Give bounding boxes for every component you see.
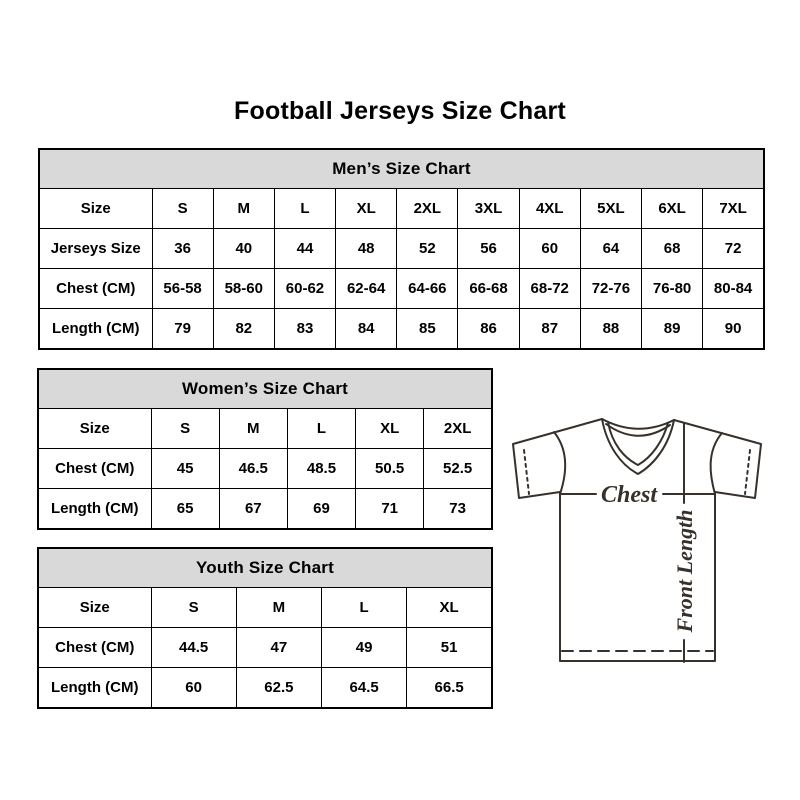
value-cell: 49 bbox=[322, 628, 407, 668]
row-label-cell: Size bbox=[38, 588, 151, 628]
row-label-cell: Jerseys Size bbox=[39, 229, 152, 269]
row-label-cell: Chest (CM) bbox=[38, 628, 151, 668]
value-cell: 64-66 bbox=[397, 269, 458, 309]
value-cell: 5XL bbox=[580, 189, 641, 229]
value-cell: S bbox=[152, 189, 213, 229]
value-cell: XL bbox=[336, 189, 397, 229]
table-row bbox=[38, 588, 492, 628]
jersey-outline-icon bbox=[513, 419, 761, 661]
table-title-row bbox=[38, 369, 492, 409]
value-cell: 60-62 bbox=[274, 269, 335, 309]
value-cell: 80-84 bbox=[703, 269, 764, 309]
value-cell: 64 bbox=[580, 229, 641, 269]
table-title: Youth Size Chart bbox=[38, 548, 492, 588]
table-row bbox=[38, 409, 492, 449]
value-cell: 66.5 bbox=[407, 668, 492, 709]
row-label-cell: Size bbox=[38, 409, 151, 449]
value-cell: 52.5 bbox=[424, 449, 492, 489]
value-cell: 48 bbox=[336, 229, 397, 269]
value-cell: S bbox=[151, 409, 219, 449]
value-cell: 73 bbox=[424, 489, 492, 530]
value-cell: 72-76 bbox=[580, 269, 641, 309]
value-cell: M bbox=[236, 588, 321, 628]
value-cell: 89 bbox=[642, 309, 703, 350]
row-label-cell: Length (CM) bbox=[38, 489, 151, 530]
value-cell: 6XL bbox=[642, 189, 703, 229]
table-row bbox=[38, 628, 492, 668]
value-cell: 67 bbox=[219, 489, 287, 530]
front-length-label: Front Length bbox=[672, 509, 697, 633]
value-cell: 4XL bbox=[519, 189, 580, 229]
value-cell: 44 bbox=[274, 229, 335, 269]
value-cell: 62.5 bbox=[236, 668, 321, 709]
jersey-measurement-diagram bbox=[502, 406, 772, 670]
value-cell: 40 bbox=[213, 229, 274, 269]
row-label-cell: Size bbox=[39, 189, 152, 229]
value-cell: 52 bbox=[397, 229, 458, 269]
value-cell: 2XL bbox=[397, 189, 458, 229]
row-label-cell: Length (CM) bbox=[39, 309, 152, 350]
value-cell: 87 bbox=[519, 309, 580, 350]
value-cell: 68-72 bbox=[519, 269, 580, 309]
value-cell: 3XL bbox=[458, 189, 519, 229]
value-cell: XL bbox=[356, 409, 424, 449]
left-cuff-stitch-icon bbox=[524, 450, 529, 494]
mens-size-table bbox=[38, 148, 765, 350]
value-cell: 56-58 bbox=[152, 269, 213, 309]
value-cell: 65 bbox=[151, 489, 219, 530]
value-cell: 62-64 bbox=[336, 269, 397, 309]
youth-size-table bbox=[37, 547, 493, 709]
table-title: Women’s Size Chart bbox=[38, 369, 492, 409]
page-title: Football Jerseys Size Chart bbox=[234, 97, 566, 125]
value-cell: S bbox=[151, 588, 236, 628]
value-cell: M bbox=[213, 189, 274, 229]
right-cuff-stitch-icon bbox=[745, 450, 750, 494]
value-cell: 51 bbox=[407, 628, 492, 668]
value-cell: 71 bbox=[356, 489, 424, 530]
table-title: Men’s Size Chart bbox=[39, 149, 764, 189]
table-row bbox=[38, 668, 492, 709]
value-cell: 60 bbox=[519, 229, 580, 269]
value-cell: 56 bbox=[458, 229, 519, 269]
value-cell: 36 bbox=[152, 229, 213, 269]
value-cell: L bbox=[322, 588, 407, 628]
value-cell: M bbox=[219, 409, 287, 449]
value-cell: 44.5 bbox=[151, 628, 236, 668]
value-cell: 2XL bbox=[424, 409, 492, 449]
row-label-cell: Length (CM) bbox=[38, 668, 151, 709]
table-title-row bbox=[38, 548, 492, 588]
value-cell: 7XL bbox=[703, 189, 764, 229]
value-cell: 82 bbox=[213, 309, 274, 350]
value-cell: 50.5 bbox=[356, 449, 424, 489]
left-armhole-seam-icon bbox=[554, 432, 565, 494]
row-label-cell: Chest (CM) bbox=[39, 269, 152, 309]
table-row bbox=[38, 449, 492, 489]
value-cell: 86 bbox=[458, 309, 519, 350]
value-cell: 88 bbox=[580, 309, 641, 350]
value-cell: 79 bbox=[152, 309, 213, 350]
value-cell: 58-60 bbox=[213, 269, 274, 309]
value-cell: 68 bbox=[642, 229, 703, 269]
row-label-cell: Chest (CM) bbox=[38, 449, 151, 489]
value-cell: XL bbox=[407, 588, 492, 628]
value-cell: 47 bbox=[236, 628, 321, 668]
value-cell: 48.5 bbox=[287, 449, 355, 489]
value-cell: 84 bbox=[336, 309, 397, 350]
table-row bbox=[39, 269, 764, 309]
value-cell: L bbox=[274, 189, 335, 229]
table-row bbox=[39, 229, 764, 269]
chest-label: Chest bbox=[600, 482, 658, 508]
value-cell: 46.5 bbox=[219, 449, 287, 489]
value-cell: 60 bbox=[151, 668, 236, 709]
value-cell: 72 bbox=[703, 229, 764, 269]
right-armhole-seam-icon bbox=[711, 433, 722, 494]
value-cell: 90 bbox=[703, 309, 764, 350]
womens-size-table bbox=[37, 368, 493, 530]
value-cell: 45 bbox=[151, 449, 219, 489]
value-cell: 69 bbox=[287, 489, 355, 530]
value-cell: L bbox=[287, 409, 355, 449]
value-cell: 76-80 bbox=[642, 269, 703, 309]
value-cell: 85 bbox=[397, 309, 458, 350]
table-row bbox=[38, 489, 492, 530]
table-title-row bbox=[39, 149, 764, 189]
value-cell: 66-68 bbox=[458, 269, 519, 309]
value-cell: 83 bbox=[274, 309, 335, 350]
table-row bbox=[39, 309, 764, 350]
value-cell: 64.5 bbox=[322, 668, 407, 709]
table-row bbox=[39, 189, 764, 229]
